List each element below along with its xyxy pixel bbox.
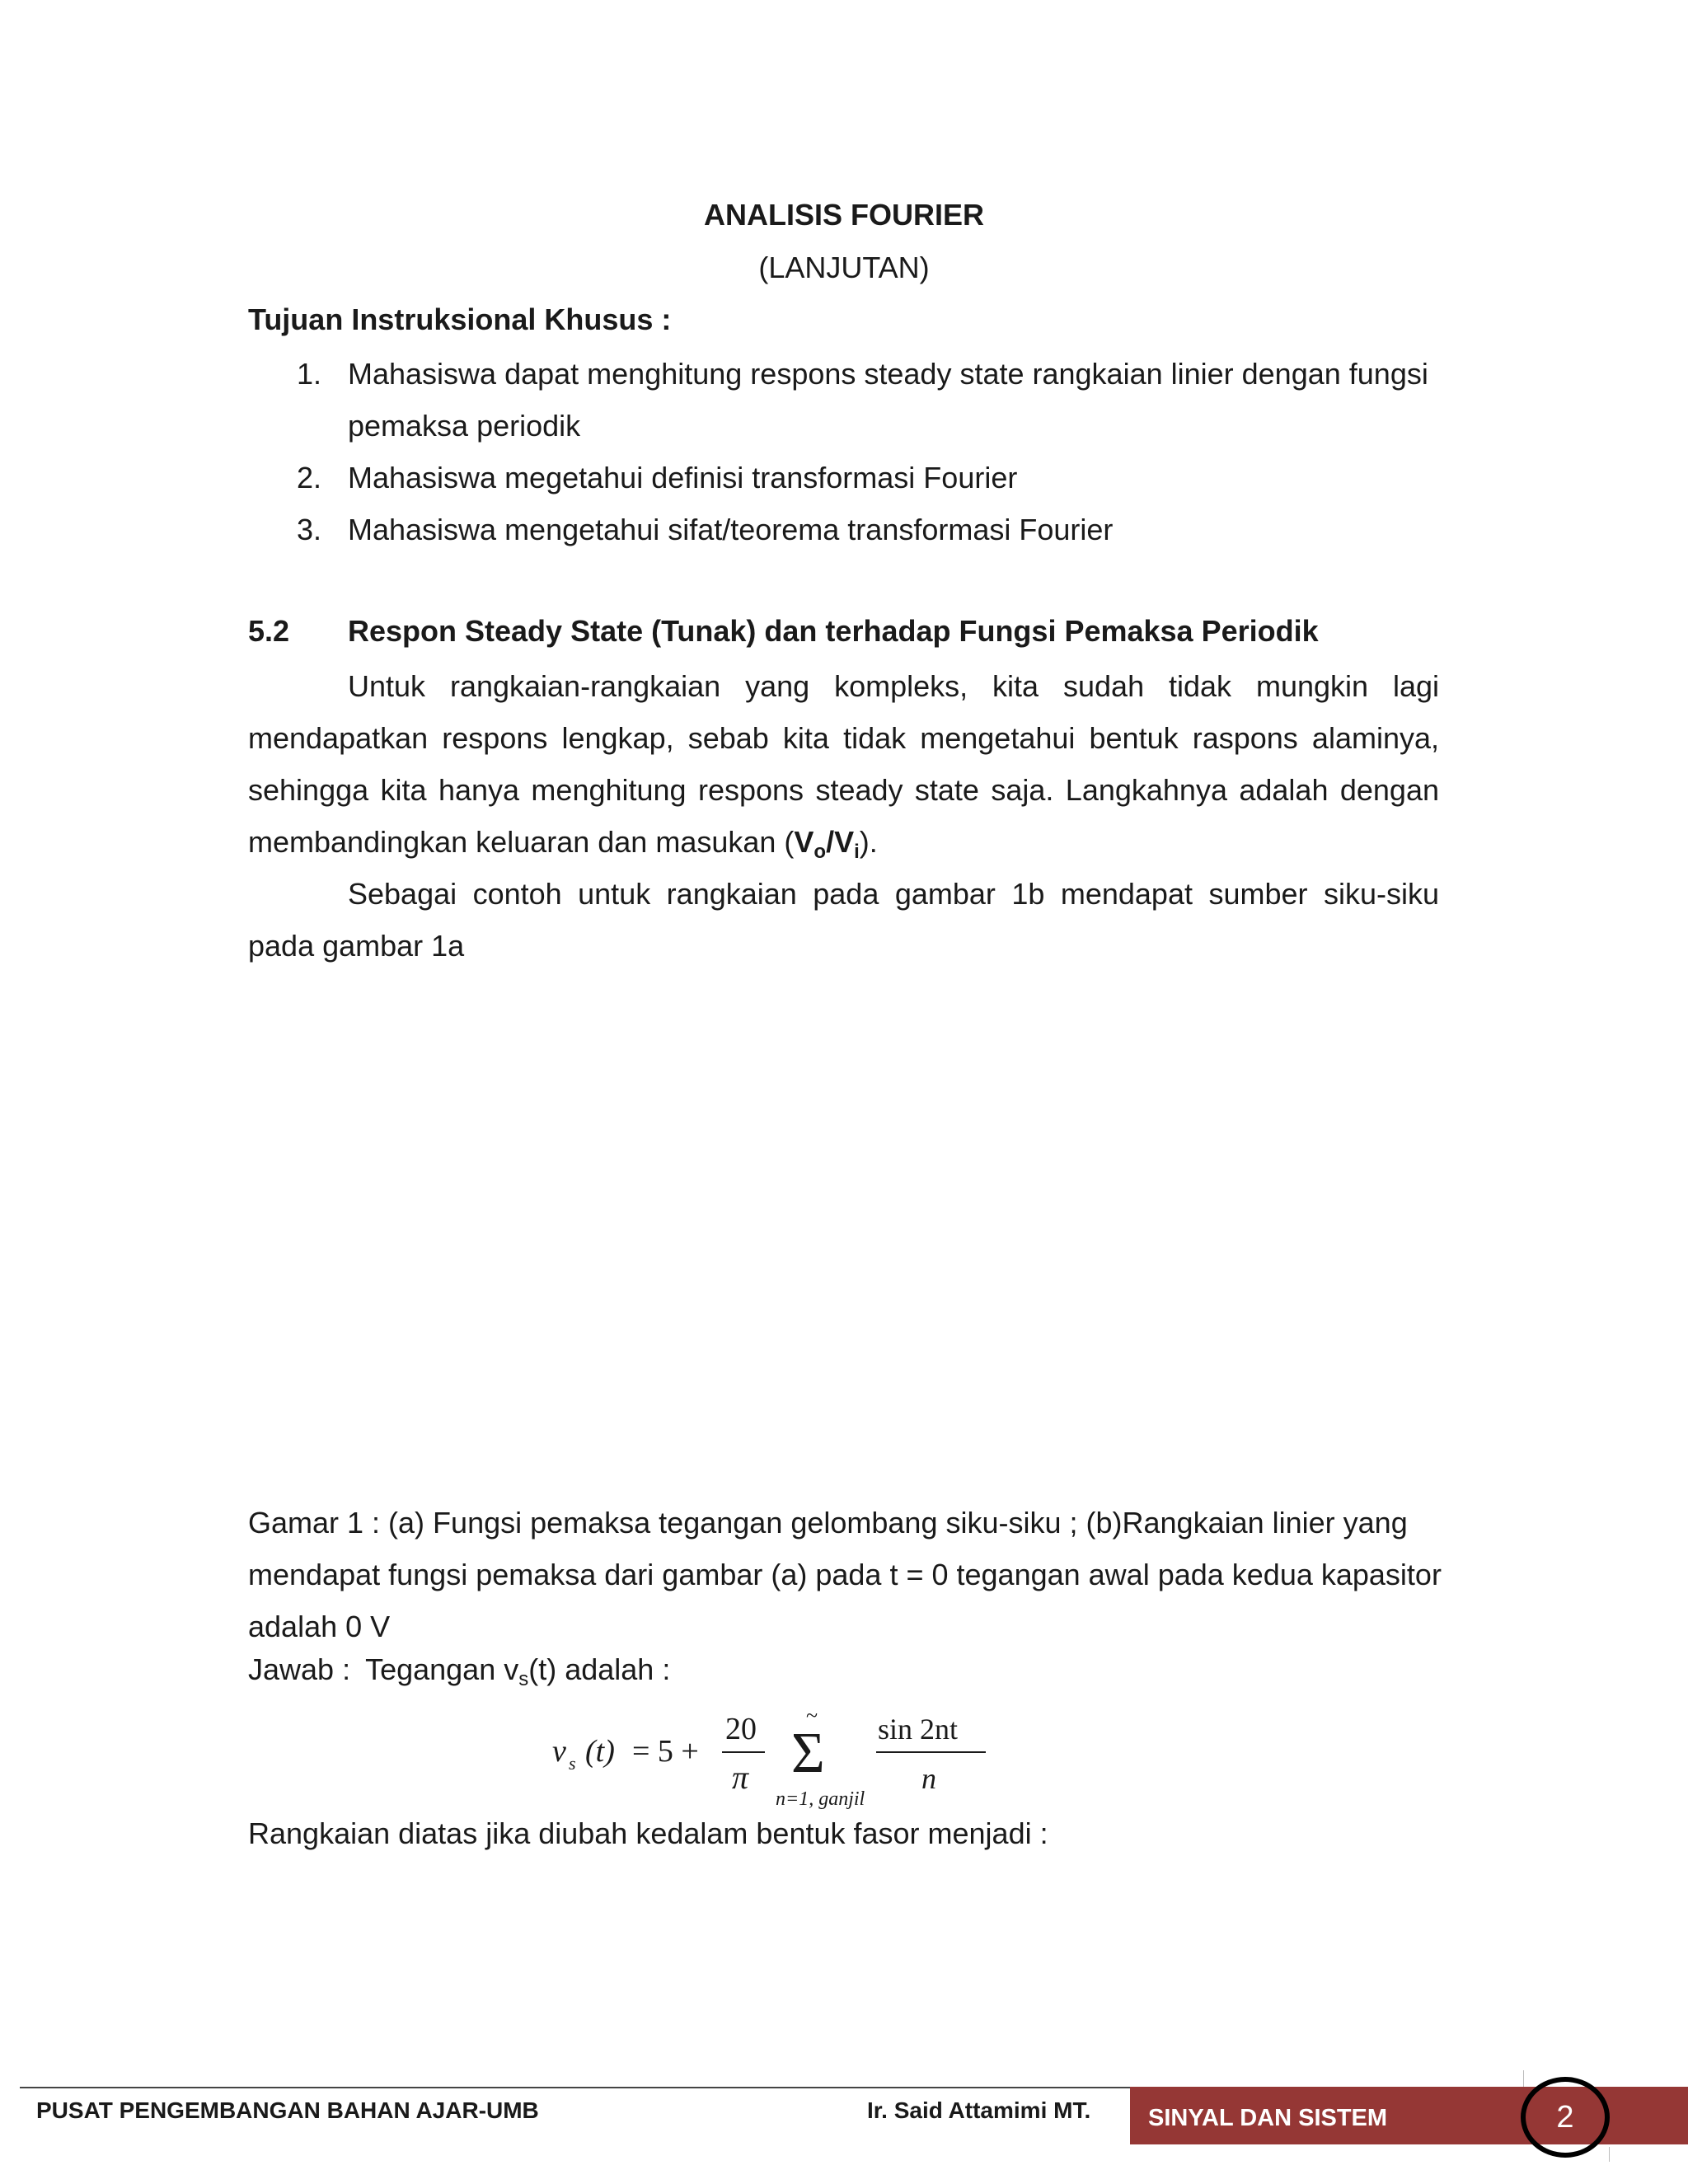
paragraph-text: Sebagai contoh untuk rangkaian pada gambar 1b mendapat sumber siku-siku pada gambar 1a [248, 877, 1439, 963]
formula-equals: = 5 + [632, 1734, 699, 1769]
footer-author: Ir. Said Attamimi MT. [867, 2097, 1091, 2123]
formula-term-denominator: n [921, 1762, 936, 1795]
paragraph-example [248, 868, 1439, 972]
formula-v-sub: s [569, 1753, 576, 1774]
list-item [297, 504, 1451, 555]
footer-institution: PUSAT PENGEMBANGAN BAHAN AJAR-UMB [36, 2097, 539, 2123]
ratio-slash: / [826, 825, 835, 859]
fourier-series-formula [544, 1706, 1006, 1813]
paragraph-steady-state [248, 660, 1439, 878]
answer-text-end: (t) adalah : [528, 1652, 671, 1686]
footer-tick-mark [1523, 2070, 1524, 2087]
formula-upper-limit: ~ [806, 1706, 818, 1727]
answer-label: Jawab : [248, 1652, 351, 1686]
formula-v: v [552, 1734, 566, 1769]
formula-term-numerator: sin 2nt [878, 1713, 959, 1746]
ratio-vi-sub: i [854, 841, 860, 863]
formula-denominator: π [732, 1759, 749, 1796]
section-title: Respon Steady State (Tunak) dan terhadap Fungsi Pemaksa Periodik [348, 614, 1319, 648]
formula-lower-limit: n=1, ganjil [776, 1788, 865, 1810]
figure-caption: Gamar 1 : (a) Fungsi pemaksa tegangan gelombang siku-siku ; (b)Rangkaian linier yang mendapat fungsi pemaksa dari gambar (a) pada t = 0 tegangan awal pada kedua kapasitor adalah 0 V [248, 1506, 1442, 1643]
ratio-vi: V [834, 825, 855, 859]
list-item-text: Mahasiswa dapat menghitung respons steady state rangkaian linier dengan fungsi pemaksa periodik [348, 357, 1428, 443]
page-number: 2 [1521, 2077, 1610, 2158]
answer-text: Tegangan v [365, 1652, 519, 1686]
list-item [297, 452, 1451, 504]
list-item-text: Mahasiswa megetahui definisi transformasi Fourier [348, 461, 1018, 494]
ratio-vo-sub: o [814, 841, 827, 863]
footer-divider [20, 2087, 1130, 2088]
page-title: ANALISIS FOURIER [703, 198, 984, 232]
formula-arg: (t) [585, 1734, 615, 1769]
list-item-number: 1. [297, 357, 322, 391]
list-item-text: Mahasiswa mengetahui sifat/teorema transformasi Fourier [348, 513, 1114, 546]
footer-tick-mark [1609, 2147, 1610, 2162]
page-subtitle: (LANJUTAN) [758, 251, 930, 284]
footer-course-title: SINYAL DAN SISTEM [1148, 2105, 1388, 2131]
formula-numerator: 20 [725, 1712, 757, 1746]
section-heading [248, 614, 1319, 649]
section-number: 5.2 [248, 614, 290, 648]
paragraph-end: ). [859, 825, 878, 859]
paragraph-text: Untuk rangkaian-rangkaian yang kompleks, kita sudah tidak mungkin lagi mendapatkan respons lengkap, sebab kita tidak mengetahui bentuk raspons alaminya, sehingga kita hanya menghitung respons steady state saja. Langkahnya adalah dengan membandingkan keluaran dan masukan ( [248, 669, 1439, 859]
list-item [297, 348, 1451, 452]
ratio-vo: V [794, 825, 814, 859]
list-item-number: 2. [297, 461, 322, 494]
objectives-heading: Tujuan Instruksional Khusus : [248, 302, 672, 336]
list-item-number: 3. [297, 513, 322, 546]
fasor-text: Rangkaian diatas jika diubah kedalam bentuk fasor menjadi : [248, 1816, 1048, 1850]
answer-line [248, 1652, 670, 1691]
answer-text-sub: s [518, 1668, 529, 1690]
objectives-list [297, 348, 1451, 555]
formula-sigma: Σ [791, 1722, 825, 1785]
